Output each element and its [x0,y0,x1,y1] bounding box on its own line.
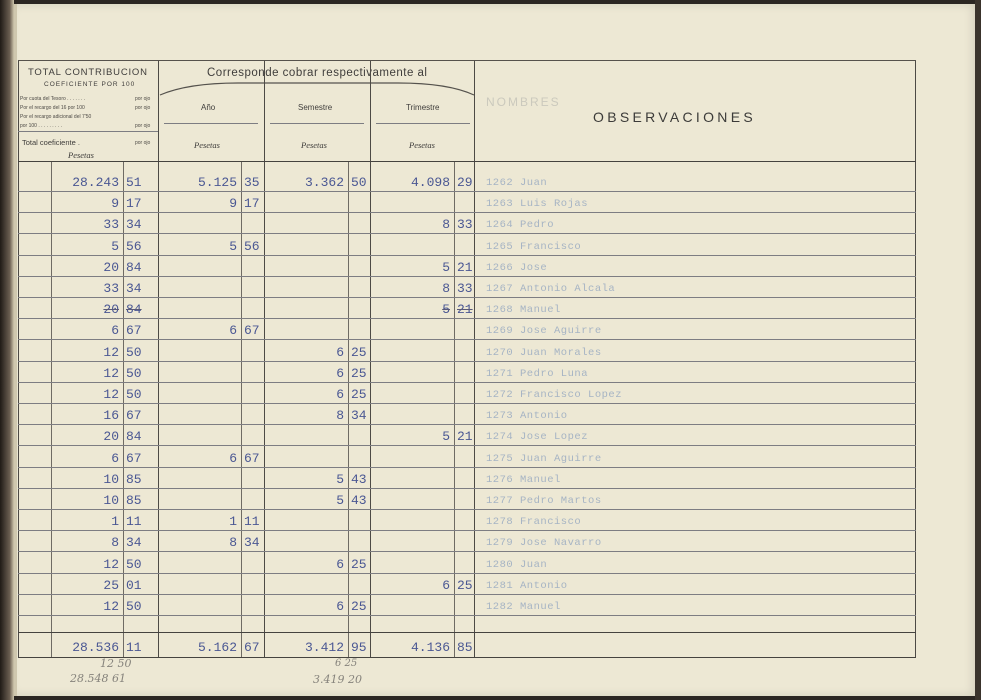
show-through-line: 1279 Jose Navarro [486,537,602,549]
ledger-cell-centimos: 25 [351,557,367,572]
ledger-bottom-rule [18,657,916,658]
column-rule [264,61,265,658]
totals-cell-pesetas: 4.136 [410,640,450,655]
show-through-line: 1268 Manuel [486,304,561,316]
ledger-cell-centimos: 25 [351,387,367,402]
ledger-cell-pesetas: 8 [442,217,450,232]
corresponde-header: Corresponde cobrar respectivamente al [207,67,428,79]
show-through-line: 1269 Jose Aguirre [486,325,602,337]
totals-cell-pesetas: 3.412 [304,640,344,655]
total-coeficiente-label: Total coeficiente . [22,138,80,147]
ledger-cell-pesetas: 6 [336,345,344,360]
ledger-cell-centimos: 29 [457,175,473,190]
row-rule [18,276,916,277]
show-through-line: 1274 Jose Lopez [486,431,589,443]
column-rule [158,61,159,658]
ledger-cell-centimos: 25 [351,366,367,381]
pesetas-label-total: Pesetas [68,150,94,160]
ledger-cell-centimos: 33 [457,281,473,296]
ledger-cell-centimos: 34 [126,217,142,232]
row-rule [18,573,916,574]
show-through-line: 1270 Juan Morales [486,347,602,359]
row-rule [18,467,916,468]
ledger-cell-pesetas: 8 [336,408,344,423]
ledger-cell-pesetas: 5 [111,239,119,254]
ledger-cell-centimos: 50 [126,557,142,572]
ledger-cell-pesetas: 12 [103,557,119,572]
ledger-cell-centimos: 85 [126,493,142,508]
trimestre-header: Trimestre [406,103,440,112]
ledger-cell-pesetas: 9 [111,196,119,211]
row-rule [18,318,916,319]
row-rule [18,424,916,425]
cents-rule [454,161,455,658]
coef-line-2: Por el recargo del 16 por 100 [20,105,85,111]
ledger-cell-pesetas: 4.098 [410,175,450,190]
pencil-note-3: 6 25 [335,658,358,669]
row-rule [18,233,916,234]
total-contribucion-header: TOTAL CONTRIBUCION [28,67,148,78]
observaciones-header: OBSERVACIONES [593,109,756,125]
cents-rule [348,161,349,658]
ledger-cell-centimos: 33 [457,217,473,232]
ledger-cell-centimos: 34 [244,535,260,550]
row-rule [18,255,916,256]
ledger-cell-centimos: 50 [126,599,142,614]
ledger-cell-centimos: 84 [126,260,142,275]
row-rule [18,212,916,213]
ledger-cell-pesetas: 6 [111,323,119,338]
ledger-cell-centimos: 17 [126,196,142,211]
ledger-cell-pesetas: 12 [103,345,119,360]
row-rule [18,509,916,510]
totals-cell-centimos: 67 [244,640,260,655]
show-through-line: 1276 Manuel [486,474,561,486]
column-rule [18,61,19,658]
ledger-cell-pesetas: 20 [103,302,119,317]
total-coeficiente-unit: por ojo [135,140,151,146]
coef-line-3: Por el recargo adicional del 7'50 [20,114,92,120]
ledger-cell-centimos: 34 [351,408,367,423]
ledger-cell-centimos: 50 [126,387,142,402]
ledger-cell-centimos: 21 [457,302,473,317]
ledger-cell-pesetas: 9 [229,196,237,211]
ledger-cell-pesetas: 5 [442,429,450,444]
show-through-line: 1271 Pedro Luna [486,368,589,380]
ledger-table [18,60,916,658]
ledger-cell-pesetas: 8 [229,535,237,550]
show-through-line: 1275 Juan Aguirre [486,453,602,465]
row-rule [18,594,916,595]
show-through-line: 1262 Juan [486,177,548,189]
show-through-line: 1272 Francisco Lopez [486,389,623,401]
row-rule [18,297,916,298]
ledger-cell-pesetas: 1 [229,514,237,529]
ledger-cell-pesetas: 1 [111,514,119,529]
pesetas-label-trimestre: Pesetas [409,140,435,150]
ledger-cell-pesetas: 10 [103,493,119,508]
ledger-cell-centimos: 25 [351,345,367,360]
ledger-cell-pesetas: 6 [336,366,344,381]
show-through-line: 1282 Manuel [486,601,561,613]
ledger-cell-pesetas: 6 [229,323,237,338]
ledger-cell-centimos: 34 [126,281,142,296]
ledger-cell-centimos: 21 [457,429,473,444]
show-through-line: 1267 Antonio Alcala [486,283,616,295]
ledger-cell-pesetas: 8 [442,281,450,296]
ledger-cell-centimos: 67 [244,323,260,338]
pencil-note-1: 12 50 [100,657,132,670]
ledger-cell-pesetas: 6 [229,451,237,466]
row-rule [18,382,916,383]
ledger-cell-pesetas: 12 [103,366,119,381]
ledger-cell-pesetas: 6 [336,387,344,402]
row-rule [18,551,916,552]
totals-cell-pesetas: 28.536 [72,640,119,655]
coef-unit-4: por ojo [135,123,151,129]
show-through-line: 1281 Antonio [486,580,568,592]
show-through-line: 1278 Francisco [486,516,582,528]
ledger-cell-centimos: 67 [244,451,260,466]
ledger-cell-pesetas: 5 [336,493,344,508]
ledger-cell-pesetas: 6 [111,451,119,466]
row-rule [18,530,916,531]
row-rule [18,339,916,340]
ledger-cell-pesetas: 5 [229,239,237,254]
ledger-cell-centimos: 17 [244,196,260,211]
cents-rule [123,161,124,658]
ledger-cell-centimos: 01 [126,578,142,593]
totals-cell-centimos: 95 [351,640,367,655]
column-rule [915,61,916,658]
ledger-cell-pesetas: 3.362 [304,175,344,190]
ano-rule [164,123,258,124]
ledger-cell-pesetas: 28.243 [72,175,119,190]
pencil-note-2: 28.548 61 [70,672,126,685]
ledger-cell-pesetas: 5.125 [197,175,237,190]
totals-cell-centimos: 85 [457,640,473,655]
column-rule [474,61,475,658]
ledger-cell-centimos: 85 [126,472,142,487]
coef-line-1: Por cuota del Tesoro . . . . . . . [20,96,86,102]
ledger-cell-centimos: 35 [244,175,260,190]
show-through-line: 1273 Antonio [486,410,568,422]
ledger-cell-centimos: 56 [126,239,142,254]
ledger-cell-pesetas: 16 [103,408,119,423]
ledger-cell-centimos: 67 [126,408,142,423]
ledger-cell-centimos: 21 [457,260,473,275]
ledger-cell-centimos: 50 [351,175,367,190]
totals-cell-centimos: 11 [126,640,142,655]
show-through-line: 1266 Jose [486,262,548,274]
row-rule [18,488,916,489]
show-through-line: 1280 Juan [486,559,548,571]
page-edge-shadow [975,0,981,700]
row-rule [18,445,916,446]
book-spine [0,0,14,700]
row-rule [18,403,916,404]
show-through-line: 1264 Pedro [486,219,555,231]
ledger-cell-centimos: 51 [126,175,142,190]
coeficiente-subheader: COEFICIENTE POR 100 [44,81,136,88]
pesetas-label-semestre: Pesetas [301,140,327,150]
row-rule [18,615,916,616]
semestre-header: Semestre [298,103,333,112]
ledger-cell-pesetas: 6 [336,557,344,572]
ledger-cell-centimos: 25 [457,578,473,593]
totals-rule [18,632,916,633]
coef-rule [18,131,158,132]
ledger-cell-pesetas: 33 [103,217,119,232]
ledger-cell-centimos: 56 [244,239,260,254]
header-bottom-rule [18,161,916,162]
ledger-cell-pesetas: 12 [103,599,119,614]
row-rule [18,191,916,192]
tri-rule [376,123,470,124]
ano-header: Año [201,103,216,112]
pencil-note-4: 3.419 20 [313,673,362,686]
ledger-cell-centimos: 67 [126,323,142,338]
ledger-cell-centimos: 84 [126,302,142,317]
ledger-cell-centimos: 67 [126,451,142,466]
show-through-line: 1265 Francisco [486,241,582,253]
coef-line-4: por 100 . . . . . . . . . [20,123,62,129]
show-through-line: 1263 Luis Rojas [486,198,589,210]
header-arc [158,77,476,97]
coef-unit-2: por ojo [135,105,151,111]
ledger-cell-pesetas: 10 [103,472,119,487]
ledger-cell-centimos: 11 [244,514,260,529]
ledger-cell-pesetas: 12 [103,387,119,402]
ledger-cell-centimos: 34 [126,535,142,550]
show-through-header: NOMBRES [486,95,561,109]
cents-rule [241,161,242,658]
ledger-cell-centimos: 50 [126,345,142,360]
ledger-cell-pesetas: 33 [103,281,119,296]
ledger-cell-pesetas: 20 [103,260,119,275]
ledger-cell-pesetas: 6 [336,599,344,614]
ledger-cell-pesetas: 5 [442,302,450,317]
ledger-cell-centimos: 43 [351,493,367,508]
ledger-cell-pesetas: 5 [442,260,450,275]
ledger-cell-centimos: 50 [126,366,142,381]
ledger-cell-pesetas: 8 [111,535,119,550]
show-through-line: 1277 Pedro Martos [486,495,602,507]
row-rule [18,361,916,362]
ledger-cell-pesetas: 25 [103,578,119,593]
ledger-cell-pesetas: 20 [103,429,119,444]
totals-cell-pesetas: 5.162 [197,640,237,655]
ledger-cell-centimos: 11 [126,514,142,529]
coef-unit-1: por ojo [135,96,151,102]
ledger-cell-centimos: 84 [126,429,142,444]
ledger-cell-centimos: 25 [351,599,367,614]
ledger-cell-pesetas: 6 [442,578,450,593]
pesetas-label-ano: Pesetas [194,140,220,150]
ledger-cell-pesetas: 5 [336,472,344,487]
ledger-cell-centimos: 43 [351,472,367,487]
sem-rule [270,123,364,124]
